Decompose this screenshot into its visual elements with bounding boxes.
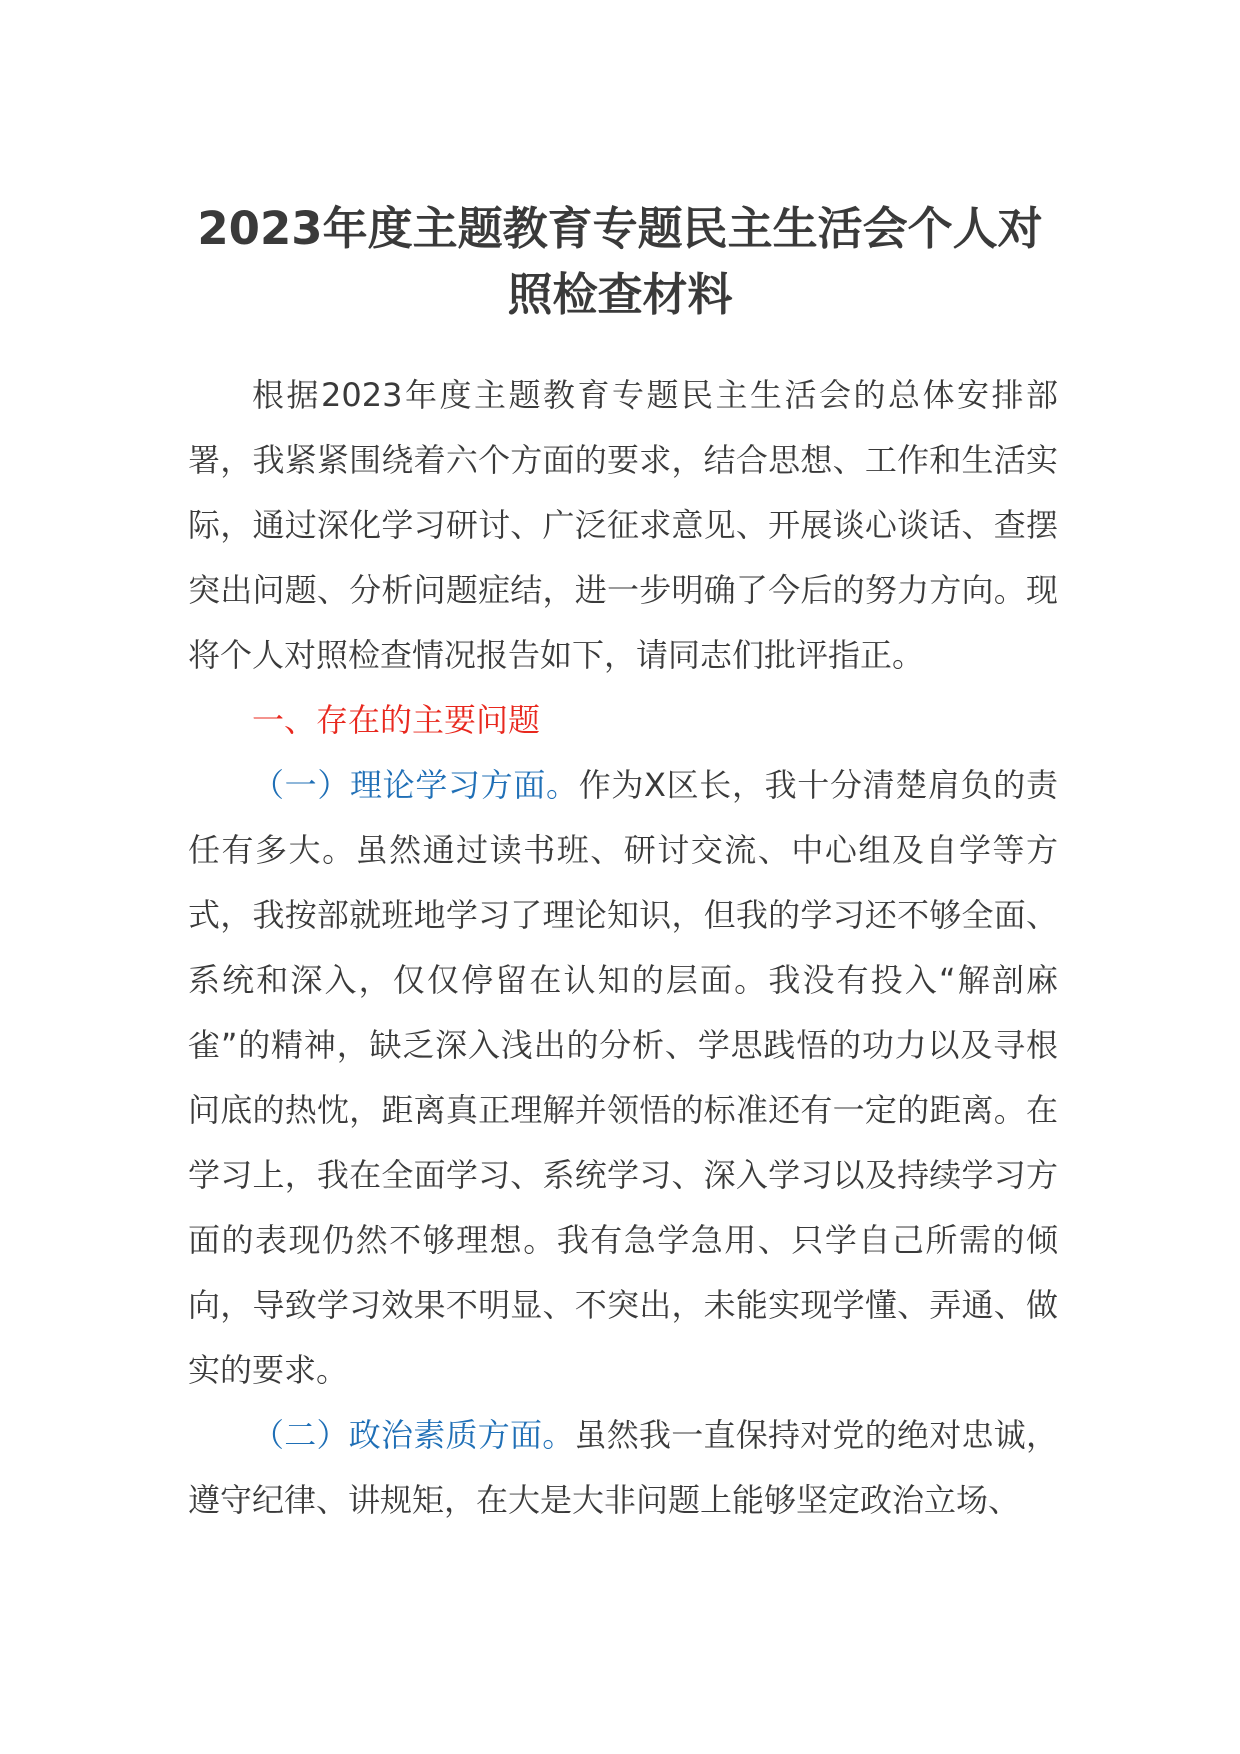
subsection-2-paragraph [188, 1403, 1058, 1533]
subsection-1-paragraph [188, 753, 1058, 1403]
intro-paragraph: 根据2023年度主题教育专题民主生活会的总体安排部署，我紧紧围绕着六个方面的要求，结合思想、工作和生活实际，通过深化学习研讨、广泛征求意见、开展谈心谈话、查摆突出问题、分析问题症结，进一步明确了今后的努力方向。现将个人对照检查情况报告如下，请同志们批评指正。 [188, 376, 1058, 674]
subsection-2-heading: （二）政治素质方面。 [252, 1416, 575, 1454]
document-title: 2023年度主题教育专题民主生活会个人对照检查材料 [197, 202, 1043, 321]
subsection-2-text: 虽然我一直保持对党的绝对忠诚，遵守纪律、讲规矩，在大是大非问题上能够坚定政治立场、 [188, 1416, 1058, 1519]
document-body [188, 363, 1058, 1533]
section-1-paragraph [188, 688, 1058, 753]
subsection-1-heading: （一）理论学习方面。 [252, 766, 579, 804]
section-1-heading: 一、存在的主要问题 [252, 701, 541, 739]
subsection-1-text: 作为X区长，我十分清楚肩负的责任有多大。虽然通过读书班、研讨交流、中心组及自学等方式，我按部就班地学习了理论知识，但我的学习还不够全面、系统和深入，仅仅停留在认知的层面。我没有投入“解剖麻雀”的精神，缺乏深入浅出的分析、学思践悟的功力以及寻根问底的热忱，距离真正理解并领悟的标准还有一定的距离。在学习上，我在全面学习、系统学习、深入学习以及持续学习方面的表现仍然不够理想。我有急学急用、只学自己所需的倾向，导致学习效果不明显、不突出，未能实现学懂、弄通、做实的要求。 [188, 766, 1058, 1389]
